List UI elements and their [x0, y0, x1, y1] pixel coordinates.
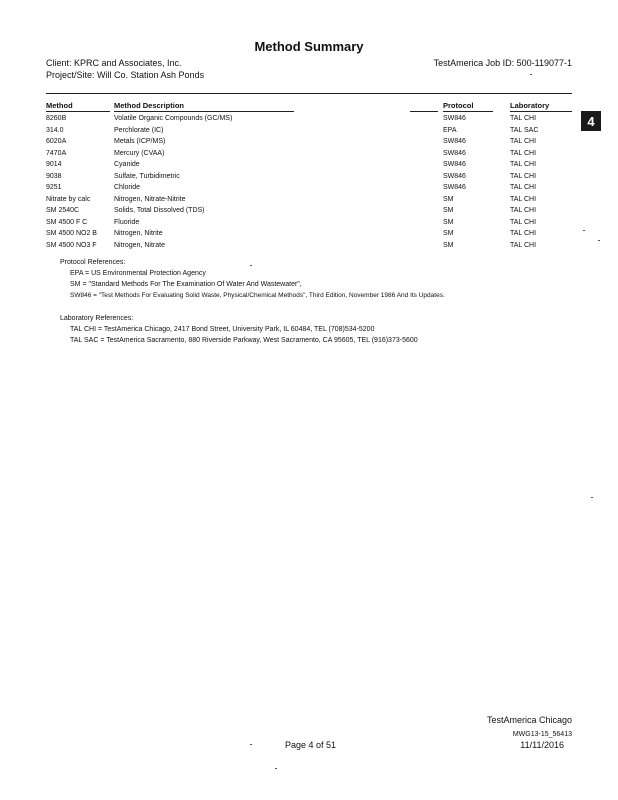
protocol: SW846: [443, 138, 466, 145]
lab-references-heading: Laboratory References:: [60, 315, 134, 322]
protocol-reference-line: SW846 = "Test Methods For Evaluating Solid Waste, Physical/Chemical Methods", Third Edition, November 1986 And Its Updates.: [70, 292, 445, 299]
column-header-method: Method: [46, 101, 73, 110]
table-row: [46, 171, 572, 183]
method-description: Nitrogen, Nitrite: [114, 230, 163, 237]
method-code: Nitrate by calc: [46, 195, 91, 203]
method-description: Cyanide: [114, 161, 140, 168]
table-row: [46, 182, 572, 194]
method-table: [46, 113, 572, 251]
scan-speck: [250, 744, 252, 745]
lab-reference-line: TAL SAC = TestAmerica Sacramento, 880 Riverside Parkway, West Sacramento, CA 95605, TEL (916)373-5600: [70, 337, 418, 344]
laboratory: TAL CHI: [510, 230, 537, 237]
protocol: SW846: [443, 172, 466, 180]
method-code: 9251: [46, 184, 62, 191]
protocol: SM: [443, 195, 454, 203]
method-description: Mercury (CVAA): [114, 149, 165, 157]
scan-speck: [250, 265, 252, 266]
table-row: [46, 113, 572, 125]
column-header-laboratory: Laboratory: [510, 101, 550, 110]
laboratory: TAL CHI: [510, 184, 537, 191]
method-description: Solids, Total Dissolved (TDS): [114, 207, 205, 214]
laboratory: TAL CHI: [510, 218, 537, 226]
job-id: TestAmerica Job ID: 500-119077-1: [433, 58, 572, 68]
method-code: SM 2540C: [46, 207, 80, 214]
laboratory: TAL CHI: [510, 241, 537, 249]
table-row: [46, 205, 572, 217]
scan-speck: [530, 74, 532, 75]
protocol-reference-line: SM = "Standard Methods For The Examination Of Water And Wastewater",: [70, 281, 302, 288]
method-code: 9014: [46, 161, 62, 168]
protocol: SW846: [443, 149, 466, 157]
protocol: SW846: [443, 184, 466, 191]
table-row: [46, 228, 572, 240]
protocol-reference-line: EPA = US Environmental Protection Agency: [70, 270, 206, 277]
method-code: SM 4500 NO3 F: [46, 241, 97, 249]
method-description: Nitrogen, Nitrate: [114, 241, 165, 249]
method-code: 9038: [46, 172, 62, 180]
method-description: Fluoride: [114, 218, 140, 226]
scan-speck: [591, 497, 593, 498]
laboratory: TAL CHI: [510, 161, 537, 168]
method-code: 8260B: [46, 115, 67, 122]
protocol: SM: [443, 230, 454, 237]
header-divider: [46, 93, 572, 94]
scan-speck: [275, 768, 277, 769]
header-underline: [510, 111, 572, 112]
protocol: SM: [443, 207, 454, 214]
protocol: SM: [443, 218, 454, 226]
method-description: Perchlorate (IC): [114, 126, 164, 134]
laboratory: TAL CHI: [510, 195, 537, 203]
method-description: Volatile Organic Compounds (GC/MS): [114, 115, 233, 122]
table-row: [46, 217, 572, 229]
project-site: Project/Site: Will Co. Station Ash Ponds: [46, 70, 205, 80]
method-description: Metals (ICP/MS): [114, 138, 166, 145]
scan-speck: [583, 230, 585, 231]
method-code: 6020A: [46, 138, 67, 145]
protocol-references-heading: Protocol References:: [60, 259, 126, 266]
column-header-protocol: Protocol: [443, 101, 474, 110]
laboratory: TAL CHI: [510, 172, 537, 180]
footer-company: TestAmerica Chicago: [486, 715, 572, 725]
laboratory: TAL CHI: [510, 149, 537, 157]
method-code: SM 4500 NO2 B: [46, 230, 97, 237]
method-description: Nitrogen, Nitrate-Nitrite: [114, 195, 186, 203]
table-row: [46, 194, 572, 206]
scan-speck: [598, 240, 600, 241]
method-description: Sulfate, Turbidimetric: [114, 172, 180, 180]
page-number: Page 4 of 51: [285, 740, 337, 750]
column-header-description: Method Description: [114, 101, 185, 110]
lab-reference-line: TAL CHI = TestAmerica Chicago, 2417 Bond Street, University Park, IL 60484, TEL (708)534-5200: [70, 326, 375, 333]
footer-date: 11/11/2016: [520, 740, 564, 750]
laboratory: TAL CHI: [510, 115, 537, 122]
client-name: Client: KPRC and Associates, Inc.: [46, 58, 182, 68]
table-row: [46, 159, 572, 171]
header-underline: [114, 111, 294, 112]
header-underline: [443, 111, 493, 112]
table-row: [46, 240, 572, 252]
method-description: Chloride: [114, 184, 141, 191]
laboratory: TAL CHI: [510, 138, 537, 145]
table-row: [46, 136, 572, 148]
header-underline: [410, 111, 438, 112]
table-row: [46, 148, 572, 160]
header-underline: [46, 111, 110, 112]
protocol: SW846: [443, 161, 466, 168]
protocol: SW846: [443, 115, 466, 122]
protocol: SM: [443, 241, 454, 249]
method-code: 314.0: [46, 126, 64, 134]
section-tab: 4: [581, 111, 601, 131]
method-code: 7470A: [46, 149, 67, 157]
footer-doc-id: MWG13-15_56413: [512, 731, 572, 738]
protocol: EPA: [443, 126, 457, 134]
laboratory: TAL CHI: [510, 207, 537, 214]
method-code: SM 4500 F C: [46, 218, 88, 226]
page-title: Method Summary: [254, 39, 364, 54]
table-row: [46, 125, 572, 137]
laboratory: TAL SAC: [510, 126, 539, 134]
